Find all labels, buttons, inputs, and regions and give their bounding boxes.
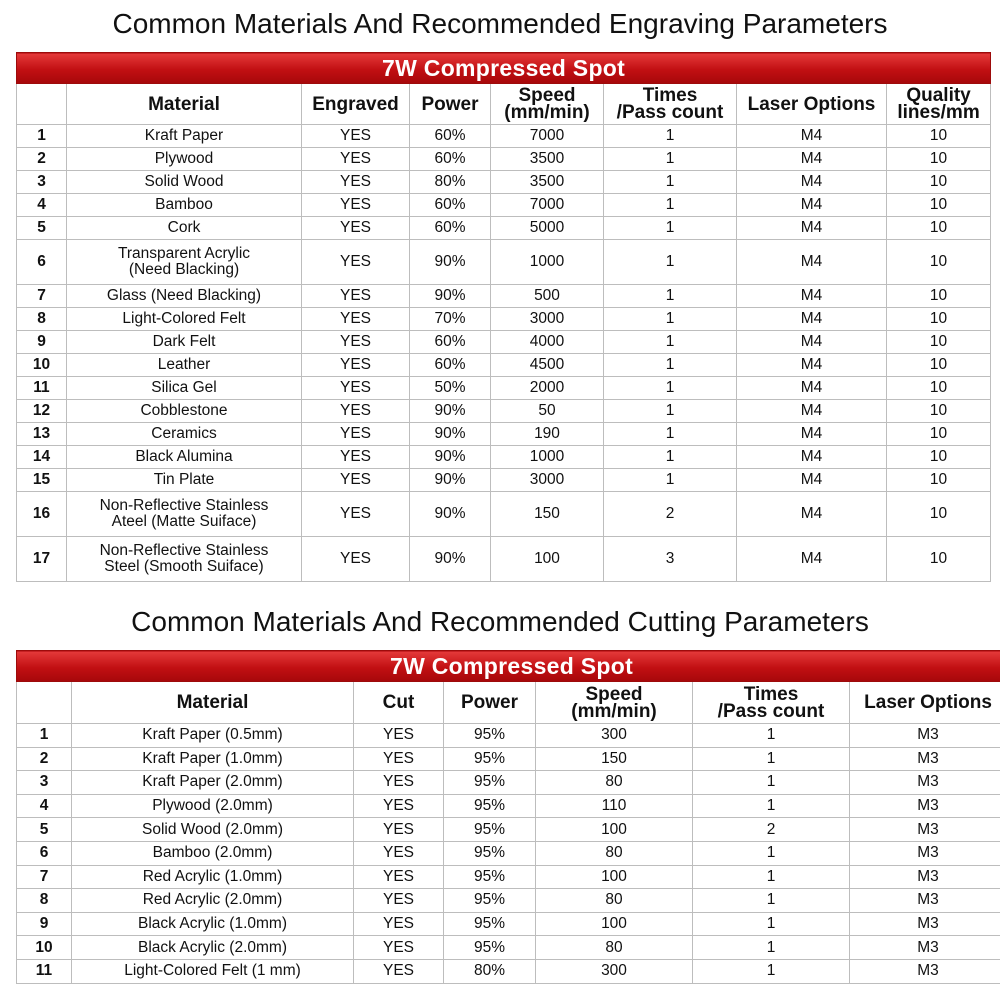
material-note: Ateel (Matte Suiface) bbox=[111, 513, 257, 530]
power-cell: 50% bbox=[410, 377, 491, 400]
col-header-times bbox=[604, 84, 737, 125]
row-number: 17 bbox=[17, 537, 67, 582]
material-name: Kraft Paper bbox=[144, 127, 224, 144]
cut-cell: YES bbox=[354, 794, 444, 818]
col-header-laser-options: Laser Options bbox=[737, 84, 887, 125]
engraved-cell: YES bbox=[302, 217, 410, 240]
row-number: 14 bbox=[17, 446, 67, 469]
row-number: 6 bbox=[17, 240, 67, 285]
times-cell: 1 bbox=[604, 446, 737, 469]
cut-cell: YES bbox=[354, 889, 444, 913]
speed-cell: 3000 bbox=[491, 308, 604, 331]
speed-cell: 100 bbox=[491, 537, 604, 582]
row-number: 3 bbox=[17, 171, 67, 194]
table-row bbox=[17, 841, 1000, 865]
quality-cell: 10 bbox=[887, 423, 991, 446]
row-number: 10 bbox=[17, 936, 72, 960]
laser-options-cell: M4 bbox=[737, 423, 887, 446]
table-row bbox=[17, 377, 991, 400]
material-cell: Red Acrylic (1.0mm) bbox=[72, 865, 354, 889]
row-number: 3 bbox=[17, 771, 72, 795]
power-cell: 90% bbox=[410, 537, 491, 582]
quality-cell: 10 bbox=[887, 446, 991, 469]
power-cell: 80% bbox=[410, 171, 491, 194]
times-cell: 1 bbox=[693, 771, 850, 795]
table-row bbox=[17, 354, 991, 377]
col-header-material: Material bbox=[72, 682, 354, 724]
col-header-times bbox=[693, 682, 850, 724]
times-unit: /Pass count bbox=[616, 102, 724, 123]
table-row bbox=[17, 240, 991, 285]
speed-unit: (mm/min) bbox=[504, 102, 590, 123]
laser-options-cell: M4 bbox=[737, 331, 887, 354]
times-label: Times bbox=[743, 683, 799, 705]
speed-cell: 110 bbox=[536, 794, 693, 818]
material-cell: Kraft Paper (2.0mm) bbox=[72, 771, 354, 795]
power-cell: 95% bbox=[444, 771, 536, 795]
laser-options-cell: M4 bbox=[737, 285, 887, 308]
row-number: 9 bbox=[17, 912, 72, 936]
times-cell: 1 bbox=[604, 308, 737, 331]
times-cell: 1 bbox=[693, 724, 850, 748]
col-header-speed bbox=[536, 682, 693, 724]
power-cell: 80% bbox=[444, 959, 536, 983]
col-header-cut: Cut bbox=[354, 682, 444, 724]
quality-unit: lines/mm bbox=[897, 102, 980, 123]
power-cell: 60% bbox=[410, 125, 491, 148]
col-header-material: Material bbox=[67, 84, 302, 125]
row-number: 15 bbox=[17, 469, 67, 492]
cut-cell: YES bbox=[354, 865, 444, 889]
speed-cell: 4500 bbox=[491, 354, 604, 377]
quality-cell: 10 bbox=[887, 285, 991, 308]
table-row bbox=[17, 492, 991, 537]
power-cell: 95% bbox=[444, 818, 536, 842]
row-number: 2 bbox=[17, 148, 67, 171]
material-name: Light-Colored Felt bbox=[122, 310, 246, 327]
speed-label: Speed bbox=[518, 85, 576, 106]
laser-options-cell: M3 bbox=[850, 771, 1000, 795]
speed-cell: 7000 bbox=[491, 194, 604, 217]
cutting-band: 7W Compressed Spot bbox=[17, 651, 1000, 682]
table-row bbox=[17, 285, 991, 308]
quality-cell: 10 bbox=[887, 537, 991, 582]
power-cell: 95% bbox=[444, 794, 536, 818]
engraving-table bbox=[16, 52, 991, 582]
laser-options-cell: M4 bbox=[737, 400, 887, 423]
engraved-cell: YES bbox=[302, 240, 410, 285]
col-header-engraved: Engraved bbox=[302, 84, 410, 125]
quality-cell: 10 bbox=[887, 331, 991, 354]
material-name: Transparent Acrylic bbox=[117, 245, 251, 262]
speed-cell: 100 bbox=[536, 912, 693, 936]
quality-cell: 10 bbox=[887, 492, 991, 537]
times-cell: 1 bbox=[604, 469, 737, 492]
material-name: Cork bbox=[167, 219, 201, 236]
speed-cell: 300 bbox=[536, 724, 693, 748]
speed-cell: 1000 bbox=[491, 240, 604, 285]
material-name: Bamboo bbox=[155, 196, 213, 213]
material-cell: Black Acrylic (2.0mm) bbox=[72, 936, 354, 960]
power-cell: 95% bbox=[444, 841, 536, 865]
engraved-cell: YES bbox=[302, 537, 410, 582]
laser-options-cell: M4 bbox=[737, 148, 887, 171]
engraved-cell: YES bbox=[302, 400, 410, 423]
table-row bbox=[17, 423, 991, 446]
row-number: 16 bbox=[17, 492, 67, 537]
speed-cell: 2000 bbox=[491, 377, 604, 400]
laser-options-cell: M4 bbox=[737, 308, 887, 331]
row-number: 4 bbox=[17, 194, 67, 217]
row-number: 1 bbox=[17, 724, 72, 748]
col-header-power: Power bbox=[444, 682, 536, 724]
table-row bbox=[17, 125, 991, 148]
quality-cell: 10 bbox=[887, 354, 991, 377]
cut-cell: YES bbox=[354, 936, 444, 960]
power-cell: 90% bbox=[410, 469, 491, 492]
row-number: 1 bbox=[17, 125, 67, 148]
material-cell bbox=[67, 308, 302, 331]
table-row bbox=[17, 889, 1000, 913]
material-name: Glass (Need Blacking) bbox=[106, 287, 262, 304]
speed-cell: 80 bbox=[536, 771, 693, 795]
table-row bbox=[17, 308, 991, 331]
engraved-cell: YES bbox=[302, 171, 410, 194]
engraved-cell: YES bbox=[302, 285, 410, 308]
times-cell: 1 bbox=[604, 125, 737, 148]
engraved-cell: YES bbox=[302, 125, 410, 148]
times-cell: 1 bbox=[604, 217, 737, 240]
col-header-speed bbox=[491, 84, 604, 125]
speed-cell: 3500 bbox=[491, 148, 604, 171]
laser-options-cell: M3 bbox=[850, 747, 1000, 771]
laser-options-cell: M4 bbox=[737, 537, 887, 582]
laser-options-cell: M4 bbox=[737, 240, 887, 285]
power-cell: 90% bbox=[410, 285, 491, 308]
power-cell: 95% bbox=[444, 747, 536, 771]
row-number: 5 bbox=[17, 818, 72, 842]
power-cell: 60% bbox=[410, 354, 491, 377]
table-row bbox=[17, 771, 1000, 795]
times-cell: 2 bbox=[693, 818, 850, 842]
laser-options-cell: M4 bbox=[737, 377, 887, 400]
times-cell: 1 bbox=[604, 148, 737, 171]
table-row bbox=[17, 148, 991, 171]
row-number: 2 bbox=[17, 747, 72, 771]
speed-label: Speed bbox=[585, 683, 643, 705]
material-name: Silica Gel bbox=[151, 379, 217, 396]
speed-cell: 5000 bbox=[491, 217, 604, 240]
speed-cell: 3000 bbox=[491, 469, 604, 492]
speed-cell: 190 bbox=[491, 423, 604, 446]
row-number: 8 bbox=[17, 308, 67, 331]
material-name: Cobblestone bbox=[140, 402, 228, 419]
times-cell: 3 bbox=[604, 537, 737, 582]
speed-unit: (mm/min) bbox=[571, 700, 657, 722]
quality-cell: 10 bbox=[887, 217, 991, 240]
material-name: Ceramics bbox=[151, 425, 217, 442]
col-header-quality bbox=[887, 84, 991, 125]
speed-cell: 4000 bbox=[491, 331, 604, 354]
laser-options-cell: M4 bbox=[737, 446, 887, 469]
table-row bbox=[17, 747, 1000, 771]
times-cell: 1 bbox=[693, 865, 850, 889]
material-cell bbox=[67, 423, 302, 446]
row-number: 12 bbox=[17, 400, 67, 423]
speed-cell: 150 bbox=[536, 747, 693, 771]
material-name: Plywood bbox=[154, 150, 214, 167]
laser-options-cell: M3 bbox=[850, 818, 1000, 842]
material-cell bbox=[67, 194, 302, 217]
times-cell: 1 bbox=[693, 889, 850, 913]
material-cell bbox=[67, 537, 302, 582]
times-label: Times bbox=[642, 85, 698, 106]
cut-cell: YES bbox=[354, 771, 444, 795]
engraved-cell: YES bbox=[302, 423, 410, 446]
times-cell: 1 bbox=[693, 794, 850, 818]
material-cell bbox=[67, 377, 302, 400]
speed-cell: 150 bbox=[491, 492, 604, 537]
quality-cell: 10 bbox=[887, 125, 991, 148]
engraved-cell: YES bbox=[302, 194, 410, 217]
times-cell: 1 bbox=[693, 959, 850, 983]
times-cell: 2 bbox=[604, 492, 737, 537]
col-header-power: Power bbox=[410, 84, 491, 125]
cut-cell: YES bbox=[354, 818, 444, 842]
row-number: 5 bbox=[17, 217, 67, 240]
speed-cell: 100 bbox=[536, 865, 693, 889]
table-row bbox=[17, 469, 991, 492]
cut-cell: YES bbox=[354, 747, 444, 771]
material-cell: Bamboo (2.0mm) bbox=[72, 841, 354, 865]
quality-label: Quality bbox=[906, 85, 971, 106]
material-name: Tin Plate bbox=[153, 471, 215, 488]
power-cell: 90% bbox=[410, 240, 491, 285]
quality-cell: 10 bbox=[887, 377, 991, 400]
times-cell: 1 bbox=[693, 912, 850, 936]
power-cell: 90% bbox=[410, 446, 491, 469]
material-cell bbox=[67, 285, 302, 308]
material-cell bbox=[67, 240, 302, 285]
times-cell: 1 bbox=[604, 377, 737, 400]
power-cell: 60% bbox=[410, 217, 491, 240]
quality-cell: 10 bbox=[887, 400, 991, 423]
material-cell: Black Acrylic (1.0mm) bbox=[72, 912, 354, 936]
material-cell bbox=[67, 171, 302, 194]
times-cell: 1 bbox=[604, 240, 737, 285]
row-number: 7 bbox=[17, 285, 67, 308]
cutting-rows bbox=[17, 724, 1000, 984]
row-number: 6 bbox=[17, 841, 72, 865]
material-cell bbox=[67, 400, 302, 423]
times-cell: 1 bbox=[604, 285, 737, 308]
table-row bbox=[17, 331, 991, 354]
power-cell: 70% bbox=[410, 308, 491, 331]
laser-options-cell: M4 bbox=[737, 217, 887, 240]
engraved-cell: YES bbox=[302, 377, 410, 400]
engraved-cell: YES bbox=[302, 469, 410, 492]
cutting-title: Common Materials And Recommended Cutting Parameters bbox=[131, 606, 869, 637]
speed-cell: 500 bbox=[491, 285, 604, 308]
speed-cell: 1000 bbox=[491, 446, 604, 469]
power-cell: 60% bbox=[410, 331, 491, 354]
power-cell: 60% bbox=[410, 148, 491, 171]
engraving-title: Common Materials And Recommended Engraving Parameters bbox=[112, 8, 888, 39]
row-number: 10 bbox=[17, 354, 67, 377]
quality-cell: 10 bbox=[887, 308, 991, 331]
engraving-band: 7W Compressed Spot bbox=[17, 53, 991, 84]
laser-options-cell: M4 bbox=[737, 125, 887, 148]
quality-cell: 10 bbox=[887, 171, 991, 194]
row-number: 8 bbox=[17, 889, 72, 913]
material-name: Black Alumina bbox=[135, 448, 233, 465]
material-cell: Plywood (2.0mm) bbox=[72, 794, 354, 818]
times-unit: /Pass count bbox=[717, 700, 825, 722]
speed-cell: 80 bbox=[536, 936, 693, 960]
material-name: Solid Wood bbox=[144, 173, 224, 190]
laser-options-cell: M4 bbox=[737, 171, 887, 194]
power-cell: 60% bbox=[410, 194, 491, 217]
speed-cell: 80 bbox=[536, 841, 693, 865]
engraved-cell: YES bbox=[302, 148, 410, 171]
cut-cell: YES bbox=[354, 959, 444, 983]
table-row bbox=[17, 400, 991, 423]
engraved-cell: YES bbox=[302, 331, 410, 354]
power-cell: 95% bbox=[444, 724, 536, 748]
material-cell bbox=[67, 125, 302, 148]
speed-cell: 80 bbox=[536, 889, 693, 913]
times-cell: 1 bbox=[604, 194, 737, 217]
laser-options-cell: M3 bbox=[850, 889, 1000, 913]
table-row bbox=[17, 446, 991, 469]
table-row bbox=[17, 912, 1000, 936]
row-number: 7 bbox=[17, 865, 72, 889]
times-cell: 1 bbox=[693, 936, 850, 960]
times-cell: 1 bbox=[604, 423, 737, 446]
material-name: Non-Reflective Stainless bbox=[99, 497, 269, 514]
material-cell bbox=[67, 331, 302, 354]
speed-cell: 50 bbox=[491, 400, 604, 423]
col-header-laser-options: Laser Options bbox=[850, 682, 1000, 724]
material-cell bbox=[67, 469, 302, 492]
row-number: 11 bbox=[17, 377, 67, 400]
cut-cell: YES bbox=[354, 912, 444, 936]
cut-cell: YES bbox=[354, 724, 444, 748]
material-cell: Kraft Paper (1.0mm) bbox=[72, 747, 354, 771]
laser-options-cell: M4 bbox=[737, 492, 887, 537]
table-row bbox=[17, 818, 1000, 842]
material-cell: Light-Colored Felt (1 mm) bbox=[72, 959, 354, 983]
row-number: 4 bbox=[17, 794, 72, 818]
power-cell: 95% bbox=[444, 912, 536, 936]
laser-options-cell: M3 bbox=[850, 841, 1000, 865]
material-name: Leather bbox=[157, 356, 211, 373]
material-cell: Kraft Paper (0.5mm) bbox=[72, 724, 354, 748]
laser-options-cell: M4 bbox=[737, 354, 887, 377]
material-cell bbox=[67, 492, 302, 537]
table-row bbox=[17, 936, 1000, 960]
times-cell: 1 bbox=[604, 331, 737, 354]
material-name: Dark Felt bbox=[152, 333, 216, 350]
power-cell: 95% bbox=[444, 889, 536, 913]
engraved-cell: YES bbox=[302, 354, 410, 377]
material-cell: Red Acrylic (2.0mm) bbox=[72, 889, 354, 913]
times-cell: 1 bbox=[693, 747, 850, 771]
quality-cell: 10 bbox=[887, 469, 991, 492]
table-row bbox=[17, 537, 991, 582]
power-cell: 95% bbox=[444, 936, 536, 960]
table-row bbox=[17, 794, 1000, 818]
engraved-cell: YES bbox=[302, 308, 410, 331]
power-cell: 95% bbox=[444, 865, 536, 889]
material-note: Steel (Smooth Suiface) bbox=[104, 558, 264, 575]
material-cell bbox=[67, 354, 302, 377]
material-cell bbox=[67, 148, 302, 171]
times-cell: 1 bbox=[604, 400, 737, 423]
quality-cell: 10 bbox=[887, 148, 991, 171]
speed-cell: 7000 bbox=[491, 125, 604, 148]
engraved-cell: YES bbox=[302, 446, 410, 469]
times-cell: 1 bbox=[693, 841, 850, 865]
times-cell: 1 bbox=[604, 171, 737, 194]
material-note: (Need Blacking) bbox=[128, 261, 240, 278]
laser-options-cell: M3 bbox=[850, 724, 1000, 748]
quality-cell: 10 bbox=[887, 194, 991, 217]
material-cell bbox=[67, 217, 302, 240]
laser-options-cell: M3 bbox=[850, 794, 1000, 818]
col-header-no bbox=[17, 84, 67, 125]
speed-cell: 300 bbox=[536, 959, 693, 983]
cutting-table bbox=[16, 650, 1000, 984]
speed-cell: 3500 bbox=[491, 171, 604, 194]
laser-options-cell: M3 bbox=[850, 912, 1000, 936]
times-cell: 1 bbox=[604, 354, 737, 377]
laser-options-cell: M3 bbox=[850, 959, 1000, 983]
table-row bbox=[17, 959, 1000, 983]
laser-options-cell: M4 bbox=[737, 194, 887, 217]
quality-cell: 10 bbox=[887, 240, 991, 285]
row-number: 13 bbox=[17, 423, 67, 446]
material-name: Non-Reflective Stainless bbox=[99, 542, 269, 559]
laser-options-cell: M4 bbox=[737, 469, 887, 492]
power-cell: 90% bbox=[410, 492, 491, 537]
laser-options-cell: M3 bbox=[850, 865, 1000, 889]
material-cell: Solid Wood (2.0mm) bbox=[72, 818, 354, 842]
table-row bbox=[17, 217, 991, 240]
table-row bbox=[17, 865, 1000, 889]
engraved-cell: YES bbox=[302, 492, 410, 537]
power-cell: 90% bbox=[410, 423, 491, 446]
engraving-rows bbox=[17, 125, 991, 582]
col-header-no bbox=[17, 682, 72, 724]
table-row bbox=[17, 171, 991, 194]
material-cell bbox=[67, 446, 302, 469]
row-number: 11 bbox=[17, 959, 72, 983]
cut-cell: YES bbox=[354, 841, 444, 865]
power-cell: 90% bbox=[410, 400, 491, 423]
laser-options-cell: M3 bbox=[850, 936, 1000, 960]
table-row bbox=[17, 724, 1000, 748]
speed-cell: 100 bbox=[536, 818, 693, 842]
row-number: 9 bbox=[17, 331, 67, 354]
table-row bbox=[17, 194, 991, 217]
